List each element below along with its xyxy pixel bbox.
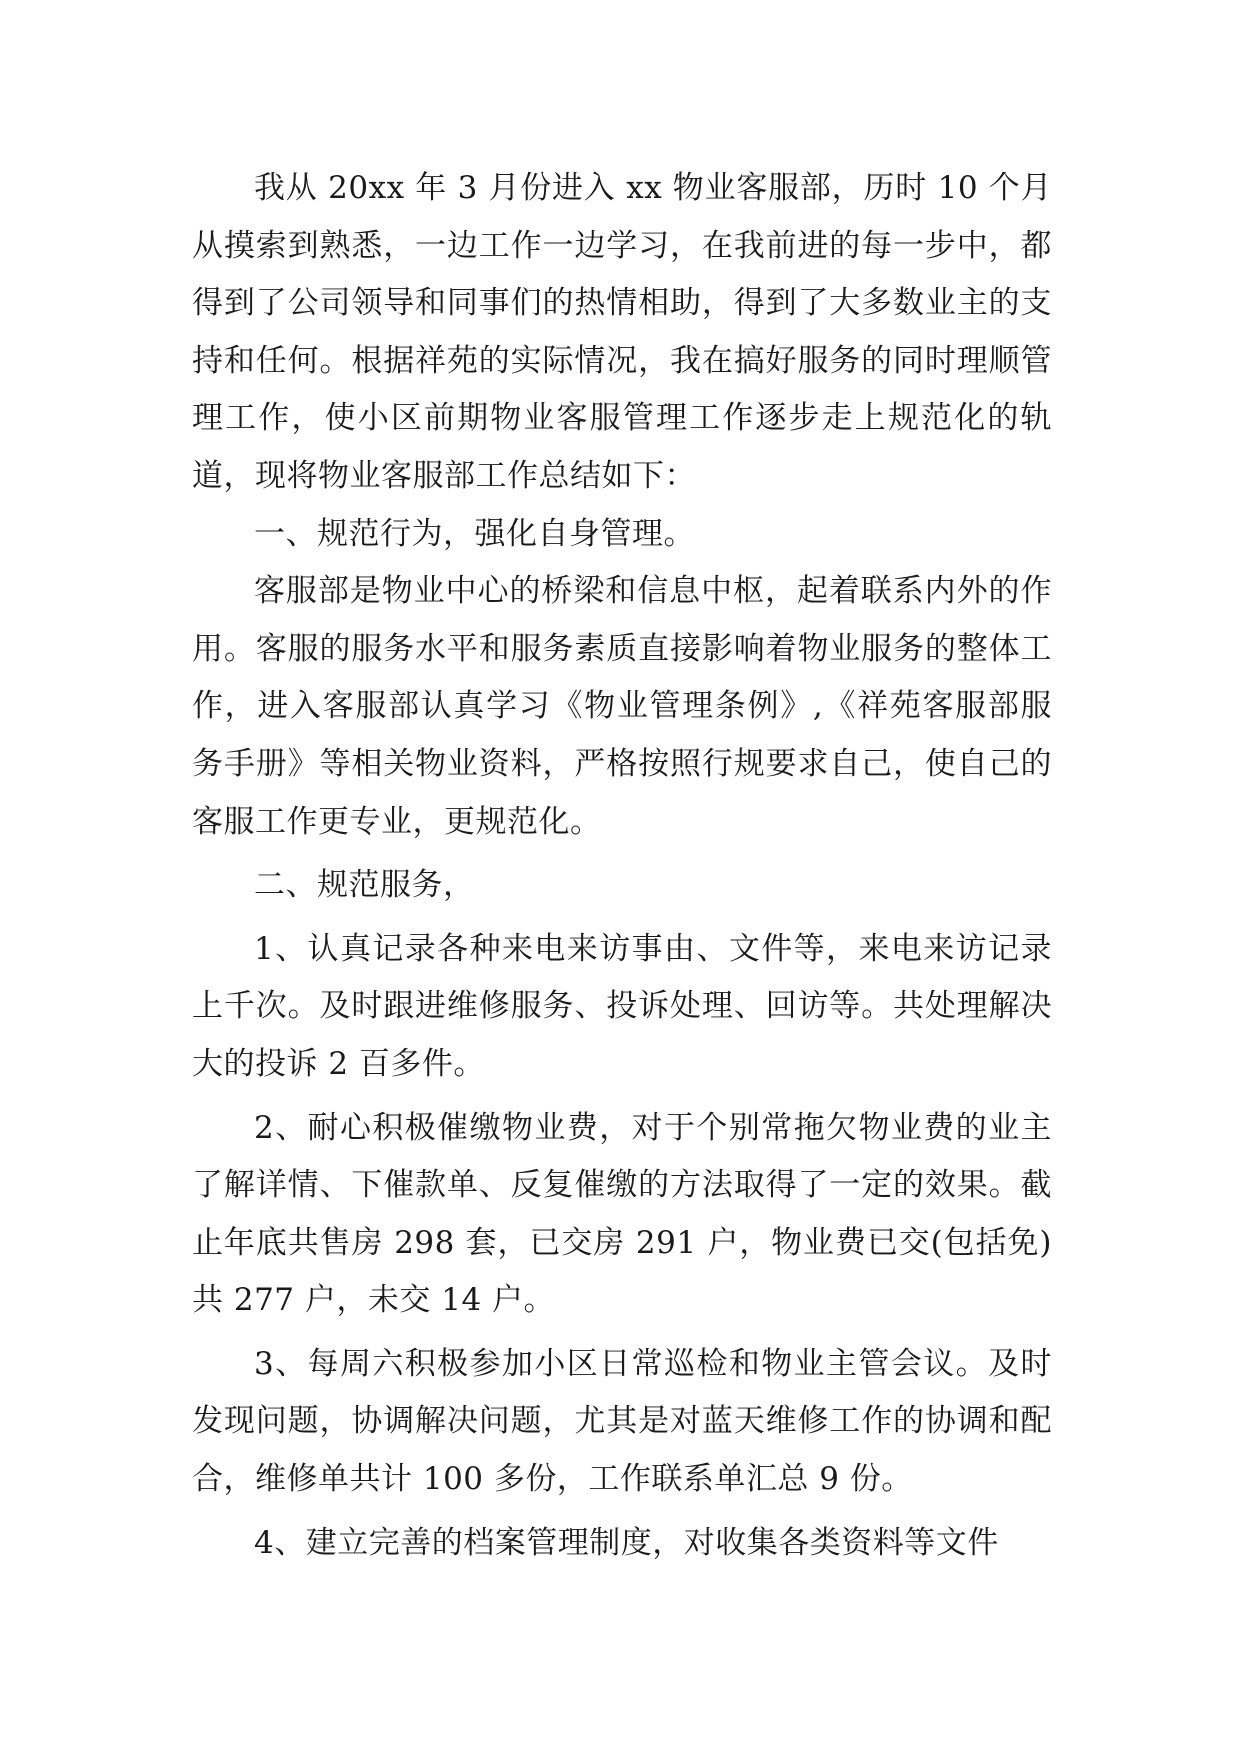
- list-item-2: 2、耐心积极催缴物业费，对于个别常拖欠物业费的业主了解详情、下催款单、反复催缴的方法取得了一定的效果。截止年底共售房 298 套，已交房 291 户，物业费已交(包括免)共 277 户，未交 14 户。: [192, 1109, 1052, 1319]
- section-heading-2: 二、规范服务，: [254, 867, 475, 904]
- paragraph-section-1: 客服部是物业中心的桥梁和信息中枢，起着联系内外的作用。客服的服务水平和服务素质直接影响着物业服务的整体工作，进入客服部认真学习《物业管理条例》,《祥苑客服部服务手册》等相关物业资料，严格按照行规要求自己，使自己的客服工作更专业，更规范化。: [192, 573, 1052, 840]
- paragraph-intro: 我从 20xx 年 3 月份进入 xx 物业客服部，历时 10 个月从摸索到熟悉，一边工作一边学习，在我前进的每一步中，都得到了公司领导和同事们的热情相助，得到了大多数业主的支持和任何。根据祥苑的实际情况，我在搞好服务的同时理顺管理工作，使小区前期物业客服管理工作逐步走上规范化的轨道，现将物业客服部工作总结如下：: [192, 170, 1052, 494]
- document-body: [192, 160, 1052, 1572]
- list-item-3: 3、每周六积极参加小区日常巡检和物业主管会议。及时发现问题，协调解决问题，尤其是对蓝天维修工作的协调和配合，维修单共计 100 多份，工作联系单汇总 9 份。: [192, 1345, 1052, 1498]
- section-heading-1: 一、规范行为，强化自身管理。: [254, 515, 695, 552]
- list-item-1: 1、认真记录各种来电来访事由、文件等，来电来访记录上千次。及时跟进维修服务、投诉处理、回访等。共处理解决大的投诉 2 百多件。: [192, 930, 1052, 1082]
- list-item-4: 4、建立完善的档案管理制度，对收集各类资料等文件: [254, 1524, 999, 1561]
